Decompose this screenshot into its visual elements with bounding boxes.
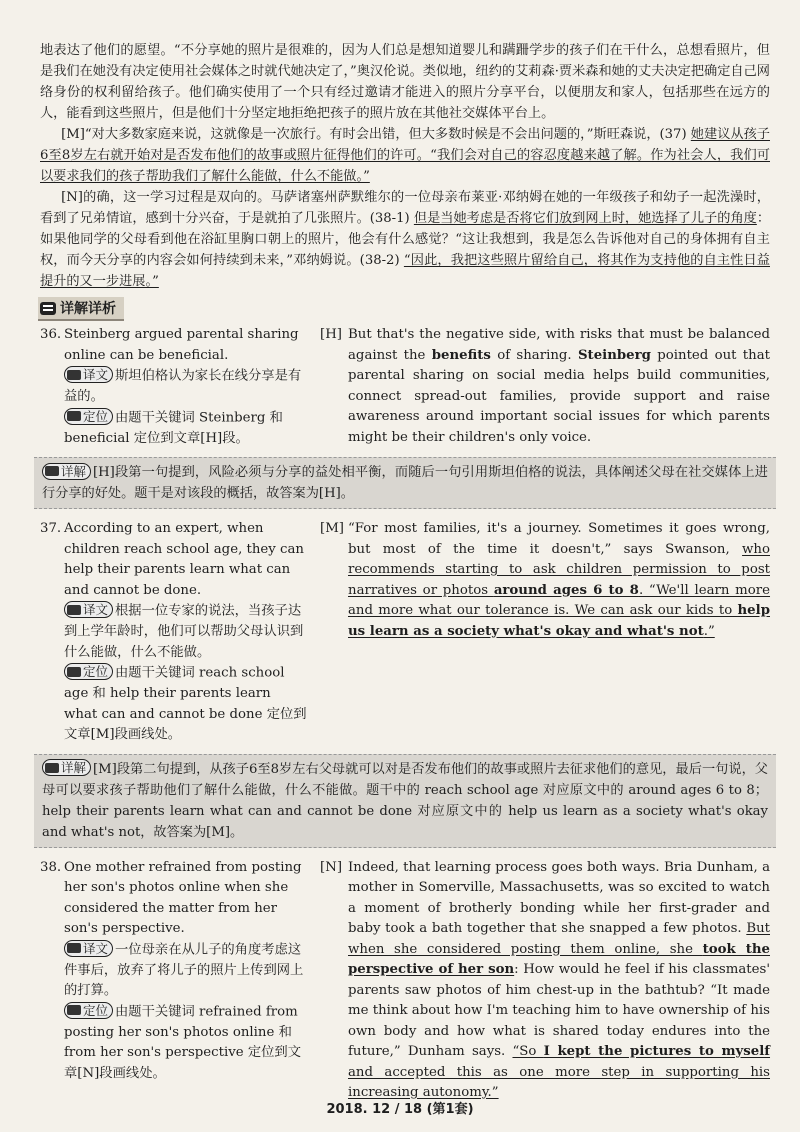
question-translation: 斯坦伯格认为家长在线分享是有益的。 xyxy=(64,368,302,404)
pen-icon xyxy=(67,605,81,615)
pen-icon xyxy=(67,370,81,380)
paragraph-mark: [H] xyxy=(320,327,342,342)
detail-tag: 详解 xyxy=(42,463,91,480)
list-icon xyxy=(40,302,56,315)
paragraph-run: “So xyxy=(512,1044,544,1059)
question-number: 38. xyxy=(40,859,62,875)
translation-paragraph-n: [N]的确，这一学习过程是双向的。马萨诸塞州萨默维尔的一位母亲布莱亚·邓纳姆在她的一年级孩子和幼子一起洗澡时，看到了兄弟情谊，感到十分兴奋，于是就拍了几张照片。(38-1) 但是当她考虑是否将它们放到网上时，她选择了儿子的角度：如果他同学的父母看到他在浴缸里胸口朝上的照片，他会有什么感觉？“这让我想到，我是怎么告诉他对自己的身体拥有自主权，而今天分享的内容会如何持续到未来，”邓纳姆说。(38-2) “因此，我把这些照片留给自己，将其作为支持他的自主性日益提升的又一步进展。” xyxy=(40,190,771,289)
translation-tag: 译文 xyxy=(64,601,113,618)
pen-icon xyxy=(67,667,81,677)
detail-tag: 详解 xyxy=(42,759,91,776)
pen-icon xyxy=(67,943,81,953)
paragraph-run: “For most families, it's a journey. Sometimes it goes wrong, but most of the time it doesn't,” says Swanson, xyxy=(348,521,770,557)
section-title: 详解详析 xyxy=(60,301,116,317)
paragraph-run: who recommends starting to ask children permission to post narratives or photos xyxy=(348,541,770,598)
paragraph-text xyxy=(348,519,770,746)
paragraph-text xyxy=(348,325,770,449)
paragraph-run: Indeed, that learning process goes both ways. Bria Dunham, a mother in Somerville, Massachusetts, was so excited to watch a moment of brotherly bonding while her first-grader and baby took a bath together that she snapped a few photos. xyxy=(348,859,770,936)
paragraph-run: took the perspective of her son xyxy=(348,941,770,977)
paragraph-text xyxy=(348,858,770,1104)
paragraph-mark: [M] xyxy=(320,521,344,536)
locate-tag: 定位 xyxy=(64,663,113,680)
question-locate: 由题干关键词 Steinberg 和 beneficial 定位到文章[H]段。 xyxy=(64,410,283,446)
page-content xyxy=(40,40,770,1104)
question-translation: 根据一位专家的说法，当孩子达到上学年龄时，他们可以帮助父母认识到什么能做，什么不能做。 xyxy=(64,603,304,660)
paragraph-run: benefits xyxy=(431,347,491,363)
paragraph-run: . “We'll learn more and more what our tolerance is. We can ask our kids to xyxy=(348,582,771,618)
paragraph-run: help us learn as a society what's okay and what's not xyxy=(348,603,770,639)
paragraph-run: of sharing. xyxy=(490,347,578,363)
pen-icon xyxy=(67,411,81,421)
question-statement: Steinberg argued parental sharing online can be beneficial. xyxy=(64,327,299,363)
passage-translation xyxy=(40,40,770,292)
section-banner xyxy=(38,297,124,321)
source-paragraph xyxy=(320,519,770,746)
locate-tag: 定位 xyxy=(64,1002,113,1019)
paragraph-run: But when she considered posting them online, she xyxy=(348,921,770,957)
paragraph-run: and accepted this as one more step in supporting his increasing autonomy.” xyxy=(348,1064,770,1100)
paragraph-run: pointed out that parental sharing on social media helps build communities, connect spread-out families, provide support and raise awareness around important social issues for which parents might be their children's only voice. xyxy=(348,347,770,445)
question-locate: 由题干关键词 refrained from posting her son's photos online 和 from her son's perspective 定位到文章[N]段画线处。 xyxy=(64,1004,302,1081)
answer-detail-37: 详解 [M]段第二句提到，从孩子6至8岁左右父母就可以对是否发布他们的故事或照片去征求他们的意见，最后一句说，父母可以要求孩子帮助他们了解什么能做，什么不能做。题干中的 reach school age 对应原文中的 around ages 6 to 8；help their parents learn what can and cannot be done 对应原文中的 help us learn as a society what's okay and what's not，故答案为[M]。 xyxy=(34,754,776,848)
question-locate: 由题干关键词 reach school age 和 help their parents learn what can and cannot be done 定位到文章[M]段画线处。 xyxy=(64,665,307,742)
translation-tag: 译文 xyxy=(64,366,113,383)
pen-icon xyxy=(67,1005,81,1015)
pen-icon xyxy=(45,763,59,773)
paragraph-run: around ages 6 to 8 xyxy=(493,582,639,598)
page-footer: 2018. 12 / 18 (第1套) xyxy=(326,1102,474,1117)
answer-detail-36: 详解 [H]段第一句提到，风险必须与分享的益处相平衡，而随后一句引用斯坦伯格的说法，具体阐述父母在社交媒体上进行分享的好处。题干是对该段的概括，故答案为[H]。 xyxy=(34,457,776,509)
paragraph-mark: [N] xyxy=(320,859,343,875)
source-paragraph xyxy=(320,325,770,449)
paragraph-run: Steinberg xyxy=(577,347,651,363)
pen-icon xyxy=(45,466,59,476)
paragraph-run: .” xyxy=(703,623,715,639)
question-block-37 xyxy=(40,519,770,746)
question-block-38 xyxy=(40,858,770,1104)
locate-tag: 定位 xyxy=(64,408,113,425)
translation-paragraph: 地表达了他们的愿望。“不分享她的照片是很难的，因为人们总是想知道婴儿和蹒跚学步的孩子们在干什么，总想看照片，但是我们在她没有决定使用社会媒体之时就代她决定了，”奥汉伦说。类似地，纽约的艾莉森·贾米森和她的丈夫决定把确定自己网络身份的权利留给孩子。他们确实使用了一个只有经过邀请才能进入的照片分享平台，以便朋友和家人，包括那些在远方的人，能看到这些照片，但是他们十分坚定地拒绝把孩子的照片放在其他社交媒体平台上。 xyxy=(40,43,770,121)
question-number: 36. xyxy=(40,327,62,342)
paragraph-run: But that's the negative side, with risks that must be balanced against the xyxy=(348,327,770,363)
source-paragraph xyxy=(320,858,770,1104)
question-statement: One mother refrained from posting her son's photos online when she considered the matter from her son's perspective. xyxy=(64,859,302,936)
question-translation: 一位母亲在从儿子的角度考虑这件事后，放弃了将儿子的照片上传到网上的打算。 xyxy=(64,942,304,998)
paragraph-run: : How would he feel if his classmates' parents saw photos of him chest-up in the bathtub? “It made me think about how I'm teaching him to have ownership of his own body and how what is shared today endures into the future,” Dunham says. xyxy=(348,962,770,1059)
paragraph-run: I kept the pictures to myself xyxy=(543,1044,771,1059)
question-number: 37. xyxy=(40,521,62,536)
translation-tag: 译文 xyxy=(64,940,113,957)
translation-paragraph-m: [M]“对大多数家庭来说，这就像是一次旅行。有时会出错，但大多数时候是不会出问题的，”斯旺森说，(37) 她建议从孩子6至8岁左右就开始对是否发布他们的故事或照片征得他们的许可。“我们会对自己的容忍度越来越了解。作为社会人，我们可以要求我们的孩子帮助我们了解什么能做，什么不能做。” xyxy=(40,127,770,184)
question-block-36 xyxy=(40,325,770,449)
question-statement: According to an expert, when children reach school age, they can help their parents learn what can and cannot be done. xyxy=(64,521,304,598)
